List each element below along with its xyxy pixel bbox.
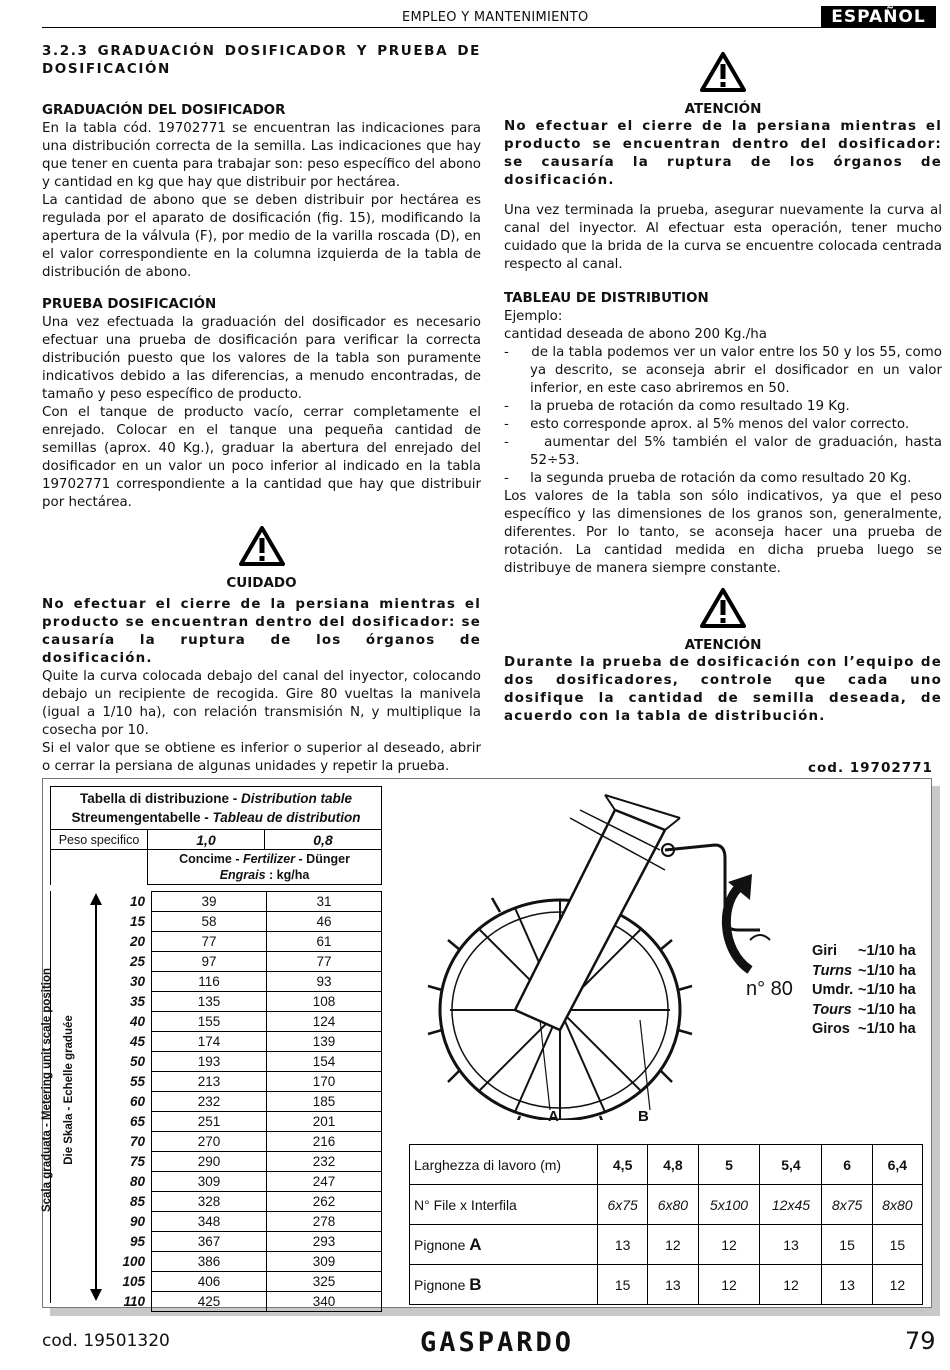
table-cell: 340 (267, 1292, 382, 1312)
turns-legend-item: Umdr. ~1/10 ha (812, 982, 916, 998)
table-cell: 251 (152, 1112, 267, 1132)
scale-position: 55 (105, 1072, 152, 1092)
list-item: - esto corresponde aprox. al 5% menos del valor correcto. (504, 417, 910, 432)
table-cell: 97 (152, 952, 267, 972)
table-cell: 325 (267, 1272, 382, 1292)
table-row (105, 1172, 382, 1192)
peso-label: Peso specifico (51, 830, 148, 850)
warning-label: ATENCIÓN (684, 637, 762, 653)
table-cell: 6x75 (598, 1185, 648, 1225)
warning-label: CUIDADO (226, 575, 297, 591)
table-cell: 15 (598, 1265, 648, 1305)
table-cell: 61 (267, 932, 382, 952)
table-cell: 270 (152, 1132, 267, 1152)
table-cell: 4,8 (648, 1145, 698, 1185)
scale-position: 110 (105, 1292, 152, 1312)
table-cell: 293 (267, 1232, 382, 1252)
table-row (410, 1225, 923, 1265)
table-cell: 5 (698, 1145, 760, 1185)
table-cell: 201 (267, 1112, 382, 1132)
table-cell: 6,4 (872, 1145, 922, 1185)
scale-position: 50 (105, 1052, 152, 1072)
paragraph: Una vez efectuada la graduación del dosificador es necesario efectuar una prueba de dosificación para verificar la correcta distribución puesto que los valores de la tabla son puramente indicativos debido a las diferencias, a menudo encontradas, de tamaño y peso específico de producto. (42, 315, 481, 402)
footer-code: cod. 19501320 (42, 1331, 170, 1351)
table-cell: 216 (267, 1132, 382, 1152)
list-item: - de la tabla podemos ver un valor entre los 50 y los 55, como ya descrito, se aconseja abrir el dosificador en un valor inferior, en este caso abriremos en 50. (504, 345, 942, 396)
table-cell: 6x80 (648, 1185, 698, 1225)
warning-text: No efectuar el cierre de la persiana mientras el producto se encuentran dentro del dosificador: se causaría la ruptura de los órganos de dosificación. (42, 597, 481, 666)
right-column (504, 44, 942, 726)
scale-position: 75 (105, 1152, 152, 1172)
concime-header: Concime - Fertilizer - Dünger Engrais : kg/ha (148, 850, 382, 885)
section-title: 3.2.3 GRADUACIÓN DOSIFICADOR Y PRUEBA DE DOSIFICACIÓN (42, 43, 481, 77)
scale-position: 20 (105, 932, 152, 952)
table-row (105, 1032, 382, 1052)
table-row (105, 1272, 382, 1292)
table-cell: 13 (648, 1265, 698, 1305)
table-cell: 174 (152, 1032, 267, 1052)
warning-triangle-icon (42, 526, 481, 572)
distribution-table (50, 786, 382, 885)
scale-position: 95 (105, 1232, 152, 1252)
table-cell: 13 (822, 1265, 872, 1305)
table-cell: 139 (267, 1032, 382, 1052)
warning-triangle-icon (504, 588, 942, 634)
peso-table (50, 830, 382, 885)
paragraph: En la tabla cód. 19702771 se encuentran las indicaciones para una distribución correcta de la semilla. Las indicaciones que hay que tener en cuenta para trabajar son: peso específico del abono y cantidad en kg que hay que distribuir por hectárea. (42, 121, 481, 190)
table-cell: 77 (152, 932, 267, 952)
paragraph: La cantidad de abono que se deben distribuir por hectárea es regulada por el aparato de dosificación (fig. 15), modificando la apertura de la válvula (F), por medio de la varilla roscada (D), en el valor correspondiente en la columna izquierda de la tabla de distribución de abono. (42, 193, 481, 280)
scale-position: 100 (105, 1252, 152, 1272)
table-cell: 290 (152, 1152, 267, 1172)
table-cell: 5,4 (760, 1145, 822, 1185)
warning-label: ATENCIÓN (684, 101, 762, 117)
table-cell: 39 (152, 892, 267, 912)
table-cell: 108 (267, 992, 382, 1012)
metering-unit-illustration (420, 790, 800, 1120)
scale-position: 15 (105, 912, 152, 932)
scale-position: 105 (105, 1272, 152, 1292)
table-cell: 348 (152, 1212, 267, 1232)
turns-legend (812, 942, 916, 1040)
left-column (42, 42, 481, 776)
table-cell: 124 (267, 1012, 382, 1032)
brand-logo: GASPARDO (420, 1327, 575, 1358)
paragraph: Si el valor que se obtiene es inferior o superior al deseado, abrir o cerrar la persiana de algunas unidades y repetir la prueba. (42, 741, 481, 774)
paragraph: Los valores de la tabla son sólo indicativos, ya que el peso específico y las dimensiones de los granos son, generalmente, diferentes. Por lo tanto, se aconseja hacer una prueba de rotación. La cantidad medida en dicha prueba luego se distribuye de manera siempre constante. (504, 489, 942, 576)
table-row (410, 1185, 923, 1225)
table-cell: 185 (267, 1092, 382, 1112)
table-row (105, 1192, 382, 1212)
warning-triangle-icon (504, 52, 942, 98)
table-cell: 116 (152, 972, 267, 992)
list-item: - la prueba de rotación da como resultado 19 Kg. (504, 399, 850, 414)
table-cell: 8x75 (822, 1185, 872, 1225)
table-row (105, 1092, 382, 1112)
table-row (105, 1072, 382, 1092)
table-row (105, 1292, 382, 1312)
table-row (410, 1145, 923, 1185)
table-cell: 155 (152, 1012, 267, 1032)
table-cell: 77 (267, 952, 382, 972)
table-cell: 4,5 (598, 1145, 648, 1185)
rotation-arrow-icon (726, 874, 752, 970)
table-cell: 386 (152, 1252, 267, 1272)
table-cell: 135 (152, 992, 267, 1012)
table-cell: 12 (648, 1225, 698, 1265)
label-b: B (638, 1108, 649, 1125)
distribution-rows (105, 891, 382, 1312)
warning-text: No efectuar el cierre de la persiana mientras el producto se encuentran dentro del dosificador: se causaría la ruptura de los órganos de dosificación. (504, 119, 942, 188)
distribution-table-title: Tabella di distribuzione - Distribution table Streumengentabelle - Tableau de distribution (50, 786, 382, 830)
table-cell: 262 (267, 1192, 382, 1212)
running-header: EMPLEO Y MANTENIMIENTO (402, 10, 589, 25)
turns-legend-item: Giri ~1/10 ha (812, 943, 916, 959)
width-table (409, 1144, 923, 1305)
table-cell: 12 (760, 1265, 822, 1305)
peso-value: 0,8 (265, 830, 382, 850)
scale-position: 70 (105, 1132, 152, 1152)
table-row (105, 1132, 382, 1152)
table-row (105, 1212, 382, 1232)
turns-legend-item: Turns ~1/10 ha (812, 962, 916, 979)
scale-arrow-icon (88, 893, 104, 1301)
table-cell: 12 (872, 1265, 922, 1305)
list-item: - aumentar del 5% también el valor de graduación, hasta 52÷53. (504, 435, 942, 468)
turns-legend-item: Tours ~1/10 ha (812, 1001, 916, 1018)
scale-position: 25 (105, 952, 152, 972)
table-row (105, 892, 382, 912)
table-cell: 328 (152, 1192, 267, 1212)
peso-value: 1,0 (148, 830, 265, 850)
table-cell: 309 (152, 1172, 267, 1192)
table-cell: 8x80 (872, 1185, 922, 1225)
turns-count: n° 80 (746, 978, 793, 1000)
turns-legend-item: Giros ~1/10 ha (812, 1021, 916, 1037)
example-list (504, 344, 942, 488)
warning-text: Durante la prueba de dosificación con l’equipo de dos dosificadores, controle que cada uno dosifique la cantidad de semilla deseada, de acuerdo con la tabla de distribución. (504, 655, 942, 724)
table-cell: 425 (152, 1292, 267, 1312)
table-cell: 278 (267, 1212, 382, 1232)
scale-position: 35 (105, 992, 152, 1012)
table-cell: 247 (267, 1172, 382, 1192)
table-cell: 12x45 (760, 1185, 822, 1225)
paragraph: Con el tanque de producto vacío, cerrar completamente el enrejado. Colocar en el tanque una pequeña cantidad de semillas (aprox. 40 Kg.), graduar la abertura del enrejado del dosificador en un valor un poco inferior al indicado en la tabla 19702771 correspondiente a la cantidad que hay que distribuir por hectárea. (42, 405, 481, 510)
table-cell: 15 (872, 1225, 922, 1265)
label-a: A (548, 1108, 559, 1125)
subheading-tableau: TABLEAU DE DISTRIBUTION (504, 291, 709, 306)
table-cell: 15 (822, 1225, 872, 1265)
table-row (105, 932, 382, 952)
table-cell: 232 (267, 1152, 382, 1172)
table-row (105, 1012, 382, 1032)
table-cell: 213 (152, 1072, 267, 1092)
table-cell: 367 (152, 1232, 267, 1252)
paragraph: Quite la curva colocada debajo del canal del inyector, colocando debajo un recipiente de recogida. Gire 80 vueltas la manivela (igual a 1/10 ha), con relación transmisión N, y multiplique la cosecha por 10. (42, 669, 481, 738)
subheading-prueba: PRUEBA DOSIFICACIÓN (42, 297, 217, 312)
example-quantity: cantidad deseada de abono 200 Kg./ha (504, 327, 767, 342)
list-item: - la segunda prueba de rotación da como resultado 20 Kg. (504, 471, 912, 486)
row-label: Pignone A (410, 1225, 598, 1265)
table-cell: 12 (698, 1265, 760, 1305)
row-label: Pignone B (410, 1265, 598, 1305)
table-row (105, 1052, 382, 1072)
subheading-graduacion: GRADUACIÓN DEL DOSIFICADOR (42, 103, 286, 118)
table-cell: 5x100 (698, 1185, 760, 1225)
table-cell: 193 (152, 1052, 267, 1072)
table-cell: 93 (267, 972, 382, 992)
scale-position: 65 (105, 1112, 152, 1132)
language-badge: ESPAÑOL (821, 6, 936, 28)
scale-position: 90 (105, 1212, 152, 1232)
table-cell: 13 (598, 1225, 648, 1265)
table-row (105, 1112, 382, 1132)
table-row (105, 912, 382, 932)
table-row (105, 992, 382, 1012)
table-cell: 12 (698, 1225, 760, 1265)
row-label: N° File x Interfila (410, 1185, 598, 1225)
figure-code: cod. 19702771 (808, 760, 933, 776)
row-label: Larghezza di lavoro (m) (410, 1145, 598, 1185)
table-row (105, 1252, 382, 1272)
table-cell: 13 (760, 1225, 822, 1265)
header-rule (42, 27, 936, 28)
table-cell: 406 (152, 1272, 267, 1292)
table-cell: 170 (267, 1072, 382, 1092)
page-number: 79 (905, 1327, 936, 1355)
scale-position: 40 (105, 1012, 152, 1032)
table-cell: 309 (267, 1252, 382, 1272)
table-cell: 46 (267, 912, 382, 932)
table-cell: 6 (822, 1145, 872, 1185)
scale-position: 85 (105, 1192, 152, 1212)
table-cell: 232 (152, 1092, 267, 1112)
scale-position: 45 (105, 1032, 152, 1052)
table-row (105, 1232, 382, 1252)
table-cell: 31 (267, 892, 382, 912)
table-row (410, 1265, 923, 1305)
scale-position: 80 (105, 1172, 152, 1192)
table-cell: 154 (267, 1052, 382, 1072)
paragraph: Una vez terminada la prueba, asegurar nuevamente la curva al canal del inyector. Al efectuar esta operación, tener mucho cuidado que la brida de la curva se encuentre colocada centrada respecto al canal. (504, 203, 942, 272)
scale-position: 30 (105, 972, 152, 992)
example-label: Ejemplo: (504, 309, 563, 324)
table-row (105, 1152, 382, 1172)
scale-position: 60 (105, 1092, 152, 1112)
table-cell: 58 (152, 912, 267, 932)
scale-position: 10 (105, 892, 152, 912)
table-row (105, 972, 382, 992)
table-row (105, 952, 382, 972)
